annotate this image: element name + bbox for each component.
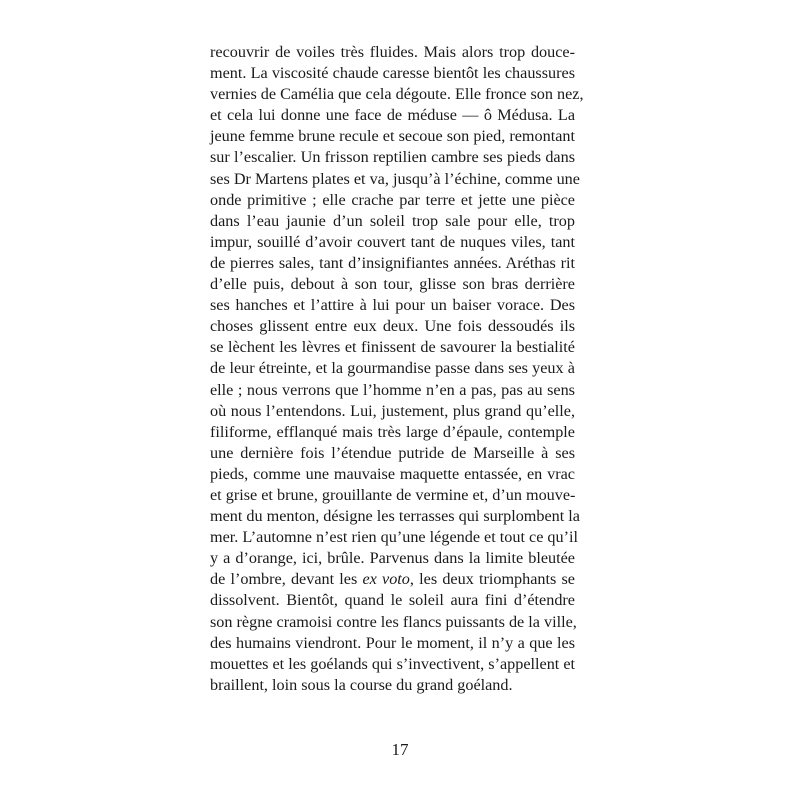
text-line: jeune femme brune recule et secoue son pied, remontant	[210, 127, 575, 146]
text-line: ment du menton, désigne les terrasses qui surplombent la	[210, 507, 580, 526]
text-line: des humains viendront. Pour le moment, il n’y a que les	[210, 633, 575, 652]
text-line: braillent, loin sous la course du grand goéland.	[210, 675, 513, 694]
text-line: ment. La viscosité chaude caresse bientôt les chaussures	[210, 64, 575, 83]
text-line: mouettes et les goélands qui s’invectivent, s’appellent et	[210, 654, 576, 673]
text-line: où nous l’entendons. Lui, justement, plus grand qu’elle,	[210, 401, 575, 420]
page-number: 17	[391, 740, 409, 759]
text-line: son règne cramoisi contre les flancs puissants de la ville,	[210, 612, 577, 631]
text-line-part: , les deux triomphants se	[409, 570, 575, 589]
text-line: de pierres sales, tant d’insignifiantes années. Aréthas rit	[210, 253, 575, 272]
text-line: y a d’orange, ici, brûle. Parvenus dans la limite bleutée	[210, 549, 575, 568]
text-line: recouvrir de voiles très fluides. Mais alors trop douce-	[210, 43, 575, 61]
text-line: elle ; nous verrons que l’homme n’en a pas, pas au sens	[210, 380, 575, 399]
text-line: dissolvent. Bientôt, quand le soleil aura fini d’étendre	[210, 591, 575, 610]
text-line: de leur étreinte, et la gourmandise passe dans ses yeux à	[210, 359, 575, 378]
text-line: choses glissent entre eux deux. Une fois dessoudés ils	[210, 317, 575, 336]
text-line: mer. L’automne n’est rien qu’une légende et tout ce qu’il	[210, 528, 578, 547]
text-line: filiforme, efflanqué mais très large d’épaule, contemple	[210, 422, 575, 441]
text-line: d’elle puis, debout à son tour, glisse son bras derrière	[210, 275, 575, 294]
text-line-part: de l’ombre, devant les	[210, 570, 363, 589]
text-line: vernies de Camélia que cela dégoute. Elle fronce son nez,	[210, 85, 584, 104]
text-line: ses Dr Martens plates et va, jusqu’à l’échine, comme une	[210, 169, 580, 188]
text-line: se lèchent les lèvres et finissent de savourer la bestialité	[210, 338, 575, 357]
text-line: une dernière fois l’étendue putride de Marseille à ses	[210, 443, 575, 462]
italic-term: ex voto	[362, 570, 410, 589]
text-line	[210, 569, 575, 590]
text-line: dans l’eau jaunie d’un soleil trop sale pour elle, trop	[210, 211, 575, 230]
text-line: et grise et brune, grouillante de vermine et, d’un mouve-	[210, 485, 576, 504]
text-line: impur, souillé d’avoir couvert tant de nuques viles, tant	[210, 232, 575, 251]
text-line: sur l’escalier. Un frisson reptilien cambre ses pieds dans	[210, 148, 575, 167]
text-line: et cela lui donne une face de méduse — ô Médusa. La	[210, 106, 575, 125]
body-text	[210, 42, 584, 696]
text-line: pieds, comme une mauvaise maquette entassée, en vrac	[210, 464, 575, 483]
text-line: ses hanches et l’attire à lui pour un baiser vorace. Des	[210, 296, 575, 315]
text-line: onde primitive ; elle crache par terre et jette une pièce	[210, 190, 575, 209]
